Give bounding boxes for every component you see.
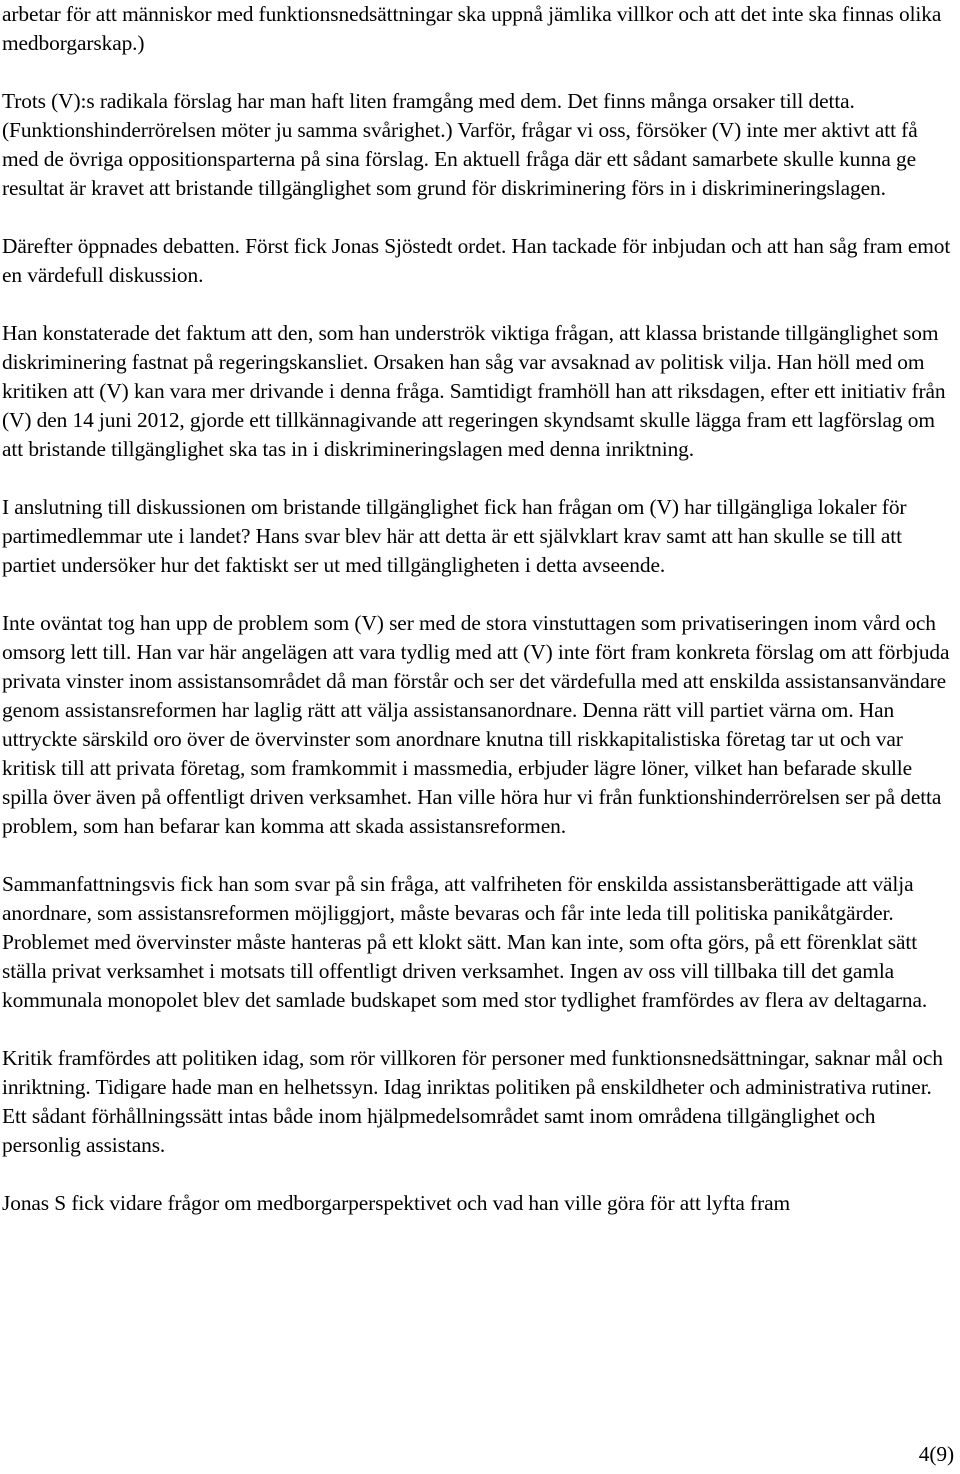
paragraph-8: Kritik framfördes att politiken idag, som rör villkoren för personer med funktionsnedsättningar, saknar mål och inriktning. Tidigare hade man en helhetssyn. Idag inriktas politiken på enskildheter och administrativa rutiner. Ett sådant förhållningssätt intas både inom hjälpmedelsområdet samt inom områdena tillgänglighet och personlig assistans.	[2, 1046, 943, 1157]
paragraph-3: Därefter öppnades debatten. Först fick Jonas Sjöstedt ordet. Han tackade för inbjudan och att han såg fram emot en värdefull diskussion.	[2, 234, 951, 287]
paragraph-1: arbetar för att människor med funktionsnedsättningar ska uppnå jämlika villkor och att det inte ska finnas olika medborgarskap.)	[2, 2, 942, 55]
page-number: 4(9)	[918, 1442, 954, 1466]
paragraph-9: Jonas S fick vidare frågor om medborgarperspektivet och vad han ville göra för att lyfta fram	[2, 1191, 791, 1215]
paragraph-5: I anslutning till diskussionen om bristande tillgänglighet fick han frågan om (V) har tillgängliga lokaler för partimedlemmar ute i landet? Hans svar blev här att detta är ett självklart krav samt att han skulle se till att partiet undersöker hur det faktiskt ser ut med tillgängligheten i detta avseende.	[2, 495, 907, 577]
paragraph-7: Sammanfattningsvis fick han som svar på sin fråga, att valfriheten för enskilda assistansberättigade att välja anordnare, som assistansreformen möjliggjort, måste bevaras och får inte leda till politiska panikåtgärder. Problemet med övervinster måste hanteras på ett klokt sätt. Man kan inte, som ofta görs, på ett förenklat sätt ställa privat verksamhet i motsats till offentligt driven verksamhet. Ingen av oss vill tillbaka till det gamla kommunala monopolet blev det samlade budskapet som med stor tydlighet framfördes av flera av deltagarna.	[2, 872, 928, 1012]
paragraph-2: Trots (V):s radikala förslag har man haft liten framgång med dem. Det finns många orsaker till detta. (Funktionshinderrörelsen möter ju samma svårighet.) Varför, frågar vi oss, försöker (V) inte mer aktivt att få med de övriga oppositionsparterna på sina förslag. En aktuell fråga där ett sådant samarbete skulle kunna ge resultat är kravet att bristande tillgänglighet som grund för diskriminering förs in i diskrimineringslagen.	[2, 89, 918, 200]
paragraph-6: Inte oväntat tog han upp de problem som (V) ser med de stora vinstuttagen som privatiseringen inom vård och omsorg lett till. Han var här angelägen att vara tydlig med att (V) inte fört fram konkreta förslag om att förbjuda privata vinster inom assistansområdet då man förstår och ser det värdefulla med att enskilda assistansanvändare genom assistansreformen har laglig rätt att välja assistansanordnare. Denna rätt vill partiet värna om. Han uttryckte särskild oro över de övervinster som anordnare knutna till riskkapitalistiska företag tar ut och var kritisk till att privata företag, som framkommit i massmedia, erbjuder lägre löner, vilket han befarade skulle spilla över även på offentligt driven verksamhet. Han ville höra hur vi från funktionshinderrörelsen ser på detta problem, som han befarar kan komma att skada assistansreformen.	[2, 611, 950, 838]
paragraph-4: Han konstaterade det faktum att den, som han underströk viktiga frågan, att klassa bristande tillgänglighet som diskriminering fastnat på regeringskansliet. Orsaken han såg var avsaknad av politisk vilja. Han höll med om kritiken att (V) kan vara mer drivande i denna fråga. Samtidigt framhöll han att riksdagen, efter ett initiativ från (V) den 14 juni 2012, gjorde ett tillkännagivande att regeringen skyndsamt skulle lägga fram ett lagförslag om att bristande tillgänglighet ska tas in i diskrimineringslagen med denna inriktning.	[2, 321, 946, 461]
document-body	[2, 0, 956, 1247]
